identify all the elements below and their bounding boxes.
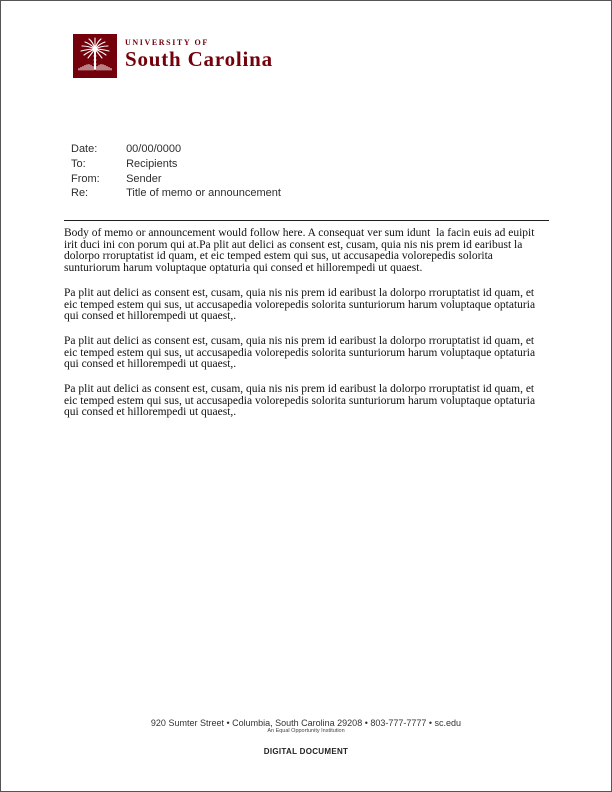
wordmark-university-of: UNIVERSITY OF: [125, 38, 209, 47]
memo-field-to-value: Recipients: [126, 157, 178, 170]
memo-field-date: [71, 142, 281, 157]
usc-wordmark: [125, 34, 273, 78]
palmetto-tree-icon: [73, 34, 117, 78]
memo-header-fields: [71, 142, 281, 201]
memo-body: [64, 228, 544, 432]
usc-logo-block: [73, 34, 117, 78]
divider-rule: [64, 220, 549, 221]
memo-field-re-label: Re:: [71, 187, 89, 200]
memo-field-to-label: To:: [71, 157, 86, 170]
letterhead: [73, 34, 273, 78]
body-paragraph-2: Pa plit aut delici as consent est, cusam, quia nis nis prem id earibust la dolorpo rroruptatist id quam, et eic temped estem qui sus, ut accusapedia volorepedis solorita sunturiorum harum voluptaque optaturia qui consed et hillorempedi ut quaest,.: [64, 286, 538, 323]
body-paragraph-3: Pa plit aut delici as consent est, cusam, quia nis nis prem id earibust la dolorpo rroruptatist id quam, et eic temped estem qui sus, ut accusapedia volorepedis solorita sunturiorum harum voluptaque optaturia qui consed et hillorempedi ut quaest,.: [64, 334, 538, 371]
memo-field-from-value: Sender: [126, 172, 162, 185]
memo-field-to: [71, 157, 281, 172]
memo-field-date-value: 00/00/0000: [126, 143, 182, 155]
memo-field-date-label: Date:: [71, 143, 98, 155]
memo-field-re-value: Title of memo or announcement: [126, 187, 281, 200]
footer-equal-opportunity: An Equal Opportunity Institution: [267, 728, 345, 734]
wordmark-south-carolina: South Carolina: [125, 47, 273, 71]
body-paragraph-4: Pa plit aut delici as consent est, cusam, quia nis nis prem id earibust la dolorpo rroruptatist id quam, et eic temped estem qui sus, ut accusapedia volorepedis solorita sunturiorum harum voluptaque optaturia qui consed et hillorempedi ut quaest,.: [64, 383, 538, 419]
memo-field-re: [71, 186, 281, 201]
body-paragraph-1: Body of memo or announcement would follow here. A consequat ver sum idunt la facin euis ad euipit irit duci ini con porum qui at.Pa plit aut delici as consent est, cusam, quia nis nis prem id earibust la dolorpo rroruptatist id quam, et eic temped estem qui sus, ut accusapedia volorepedis solorita sunturiorum harum voluptaque optaturia qui consed et hillorempedi ut quaest.: [64, 227, 538, 275]
footer-document-type: DIGITAL DOCUMENT: [263, 747, 349, 756]
page-footer: [1, 718, 611, 756]
memo-field-from: [71, 172, 281, 187]
memo-field-from-label: From:: [71, 172, 100, 185]
footer-address: 920 Sumter Street • Columbia, South Carolina 29208 • 803-777-7777 • sc.edu: [150, 718, 462, 728]
